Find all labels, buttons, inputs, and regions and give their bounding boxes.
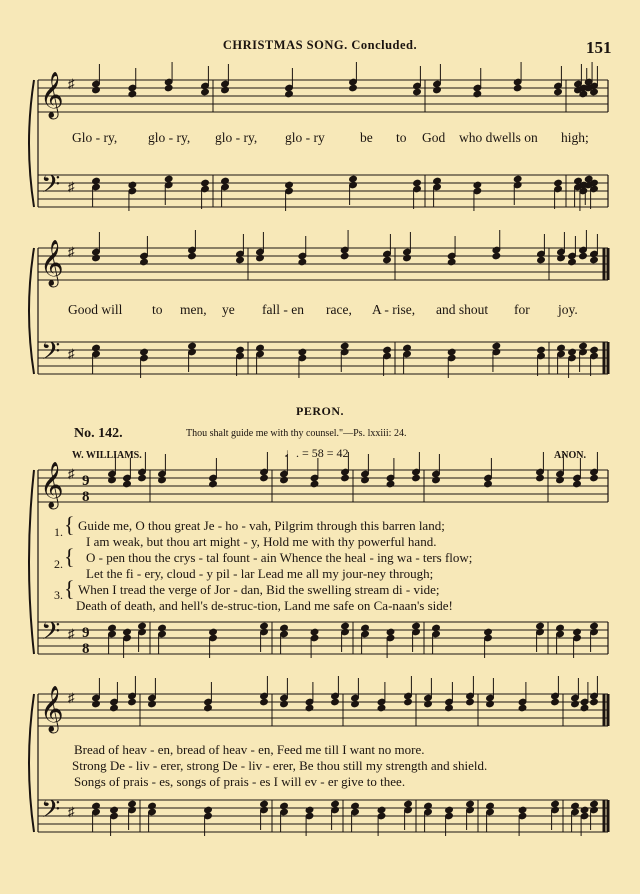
notehead: [158, 624, 167, 632]
tempo-marking: ♩. = 58 = 42: [284, 446, 349, 460]
notehead: [554, 88, 563, 96]
sharp-icon: ♯: [68, 244, 75, 259]
system-brace: [29, 248, 34, 374]
notehead: [256, 344, 265, 352]
notehead: [413, 88, 422, 96]
notehead: [580, 806, 589, 814]
notehead: [310, 480, 319, 488]
notehead: [256, 254, 265, 262]
epigraph: Thou shalt guide me with thy counsel."—Ps. lxxiii: 24.: [186, 428, 407, 439]
hymn-number: No. 142.: [74, 426, 123, 441]
bass-staff: [38, 342, 608, 374]
notehead: [590, 256, 599, 264]
notehead: [280, 700, 289, 708]
notehead: [590, 698, 599, 706]
notehead: [537, 346, 546, 354]
bass-staff: [38, 175, 608, 207]
notehead: [377, 704, 386, 712]
arranger: ANON.: [554, 450, 586, 461]
lyric: and shout: [436, 302, 489, 317]
time-signature-icon: 8: [82, 641, 90, 657]
notehead: [236, 346, 245, 354]
notehead: [473, 181, 482, 189]
notehead: [92, 86, 101, 94]
notehead: [340, 342, 349, 350]
notehead: [280, 624, 289, 632]
verse-line: Guide me, O thou great Je - ho - vah, Pilgrim through this barren land;: [78, 518, 445, 533]
bass-clef-icon: 𝄢: [41, 617, 61, 652]
notehead: [412, 622, 421, 630]
notehead: [341, 622, 350, 630]
notehead: [280, 802, 289, 810]
notehead: [551, 800, 560, 808]
lyric: glo - ry,: [148, 130, 191, 145]
notehead: [403, 254, 412, 262]
notehead: [331, 800, 340, 808]
notehead: [568, 348, 577, 356]
treble-clef-icon: 𝄞: [40, 686, 64, 732]
verse-number: 2.: [54, 557, 63, 571]
notehead: [188, 342, 197, 350]
bass-clef-icon: 𝄢: [41, 170, 61, 205]
notehead: [590, 800, 599, 808]
notehead: [568, 258, 577, 266]
notehead: [92, 344, 101, 352]
verse-number: 3.: [54, 588, 63, 602]
notehead: [590, 346, 599, 354]
notehead: [138, 474, 147, 482]
notehead: [285, 181, 294, 189]
notehead: [361, 624, 370, 632]
notehead: [556, 476, 565, 484]
lyric: Glo - ry,: [72, 130, 118, 145]
running-title: CHRISTMAS SONG. Concluded.: [222, 38, 418, 52]
notehead: [486, 802, 495, 810]
notehead: [236, 256, 245, 264]
notehead: [518, 704, 527, 712]
sharp-icon: ♯: [68, 466, 75, 481]
notehead: [413, 179, 422, 187]
notehead: [404, 800, 413, 808]
notehead: [260, 800, 269, 808]
notehead: [310, 628, 319, 636]
notehead: [110, 806, 119, 814]
notehead: [433, 177, 442, 185]
notehead: [138, 622, 147, 630]
notehead: [492, 342, 501, 350]
notehead: [158, 476, 167, 484]
notehead: [536, 474, 545, 482]
time-signature-icon: 8: [82, 489, 90, 505]
notehead: [204, 806, 213, 814]
notehead: [580, 704, 589, 712]
verse-line: Let the fi - ery, cloud - y pil - lar Lead me all my jour-ney through;: [86, 566, 434, 581]
notehead: [349, 175, 358, 183]
notehead: [486, 700, 495, 708]
notehead: [123, 628, 132, 636]
notehead: [92, 700, 101, 708]
lyric: Good will: [68, 302, 123, 317]
notehead: [285, 90, 294, 98]
sharp-icon: ♯: [68, 76, 75, 91]
notehead: [433, 86, 442, 94]
lyric: fall - en: [262, 302, 304, 317]
verse-line: I am weak, but thou art might - y, Hold me with thy powerful hand.: [86, 534, 437, 549]
notehead: [221, 86, 230, 94]
time-signature-icon: 9: [82, 473, 90, 489]
notehead: [537, 256, 546, 264]
lyric: men,: [180, 302, 207, 317]
lyric: glo - ry: [285, 130, 325, 145]
bass-clef-icon: 𝄢: [41, 795, 61, 830]
sharp-icon: ♯: [68, 179, 75, 194]
notehead: [412, 474, 421, 482]
treble-clef-icon: 𝄞: [40, 462, 64, 508]
verse-number: 1.: [54, 525, 63, 539]
treble-clef-icon: 𝄞: [40, 72, 64, 118]
notehead: [377, 806, 386, 814]
notehead: [305, 704, 314, 712]
lyric: for: [514, 302, 530, 317]
system-brace: [29, 80, 34, 207]
notehead: [432, 624, 441, 632]
notehead: [557, 344, 566, 352]
notehead: [128, 181, 137, 189]
composer: W. WILLIAMS.: [72, 450, 142, 461]
notehead: [573, 628, 582, 636]
notehead: [383, 346, 392, 354]
sharp-icon: ♯: [68, 690, 75, 705]
notehead: [513, 84, 522, 92]
lyric: high;: [561, 130, 589, 145]
lyric: glo - ry,: [215, 130, 258, 145]
verse-brace: {: [64, 576, 75, 601]
notehead: [108, 624, 117, 632]
notehead: [536, 622, 545, 630]
notehead: [432, 476, 441, 484]
notehead: [305, 806, 314, 814]
notehead: [92, 177, 101, 185]
sharp-icon: ♯: [68, 346, 75, 361]
notehead: [188, 252, 197, 260]
notehead: [92, 254, 101, 262]
notehead: [209, 480, 218, 488]
lyric: who dwells on: [459, 130, 538, 145]
notehead: [571, 802, 580, 810]
notehead: [404, 698, 413, 706]
notehead: [351, 802, 360, 810]
lyric: God: [422, 130, 446, 145]
notehead: [209, 628, 218, 636]
verse-brace: {: [64, 544, 75, 569]
notehead: [164, 84, 173, 92]
verse-line: O - pen thou the crys - tal fount - ain Whence the heal - ing wa - ters flow;: [86, 550, 473, 565]
notehead: [128, 90, 137, 98]
notehead: [518, 806, 527, 814]
notehead: [341, 474, 350, 482]
notehead: [128, 698, 137, 706]
notehead: [298, 258, 307, 266]
lyric: be: [360, 130, 373, 145]
verse-line: When I tread the verge of Jor - dan, Bid the swelling stream di - vide;: [78, 582, 440, 597]
bass-clef-icon: 𝄢: [41, 337, 61, 372]
time-signature-icon: 9: [82, 625, 90, 641]
notehead: [466, 698, 475, 706]
notehead: [447, 258, 456, 266]
notehead: [484, 628, 493, 636]
lyric: to: [396, 130, 407, 145]
notehead: [445, 806, 454, 814]
lyric: race,: [326, 302, 352, 317]
notehead: [466, 800, 475, 808]
notehead: [579, 342, 588, 350]
notehead: [201, 88, 210, 96]
notehead: [447, 348, 456, 356]
notehead: [204, 704, 213, 712]
notehead: [92, 802, 101, 810]
notehead: [351, 700, 360, 708]
notehead: [513, 175, 522, 183]
notehead: [551, 698, 560, 706]
notehead: [484, 480, 493, 488]
notehead: [340, 252, 349, 260]
sharp-icon: ♯: [68, 626, 75, 641]
notehead: [148, 802, 157, 810]
verse-brace: {: [64, 512, 75, 537]
notehead: [260, 622, 269, 630]
treble-clef-icon: 𝄞: [40, 240, 64, 286]
verse-line: Death of death, and hell's de-struc-tion, Land me safe on Ca-naan's side!: [76, 598, 453, 613]
notehead: [148, 700, 157, 708]
sharp-icon: ♯: [68, 804, 75, 819]
notehead: [298, 348, 307, 356]
notehead: [492, 252, 501, 260]
notehead: [361, 476, 370, 484]
notehead: [140, 258, 149, 266]
lyric: joy.: [558, 302, 578, 317]
notehead: [221, 177, 230, 185]
hymn-title: PERON.: [296, 404, 344, 418]
notehead: [280, 476, 289, 484]
notehead: [123, 480, 132, 488]
notehead: [140, 348, 149, 356]
notehead: [590, 622, 599, 630]
notehead: [349, 84, 358, 92]
notehead: [557, 254, 566, 262]
notehead: [579, 252, 588, 260]
verse-line: Strong De - liv - erer, strong De - liv - erer, Be thou still my strength and shield.: [72, 758, 488, 773]
notehead: [424, 700, 433, 708]
notehead: [260, 698, 269, 706]
notehead: [110, 704, 119, 712]
notehead: [128, 800, 137, 808]
verse-line: Bread of heav - en, bread of heav - en, Feed me till I want no more.: [74, 742, 425, 757]
notehead: [554, 179, 563, 187]
notehead: [424, 802, 433, 810]
notehead: [590, 474, 599, 482]
notehead: [556, 624, 565, 632]
notehead: [403, 344, 412, 352]
lyric: ye: [222, 302, 235, 317]
notehead: [386, 480, 395, 488]
system-brace: [29, 694, 34, 832]
notehead: [383, 256, 392, 264]
notehead: [108, 476, 117, 484]
notehead: [386, 628, 395, 636]
lyric: to: [152, 302, 163, 317]
notehead: [571, 700, 580, 708]
verse-line: Songs of prais - es, songs of prais - es I will ev - er give to thee.: [74, 774, 406, 789]
lyric: A - rise,: [372, 302, 416, 317]
notehead: [445, 704, 454, 712]
notehead: [164, 175, 173, 183]
notehead: [573, 480, 582, 488]
system-brace: [29, 470, 34, 654]
treble-staff: [38, 80, 608, 112]
notehead: [473, 90, 482, 98]
notehead: [331, 698, 340, 706]
page-number: 151: [586, 38, 612, 57]
notehead: [260, 474, 269, 482]
notehead: [201, 179, 210, 187]
treble-staff: [38, 248, 608, 280]
